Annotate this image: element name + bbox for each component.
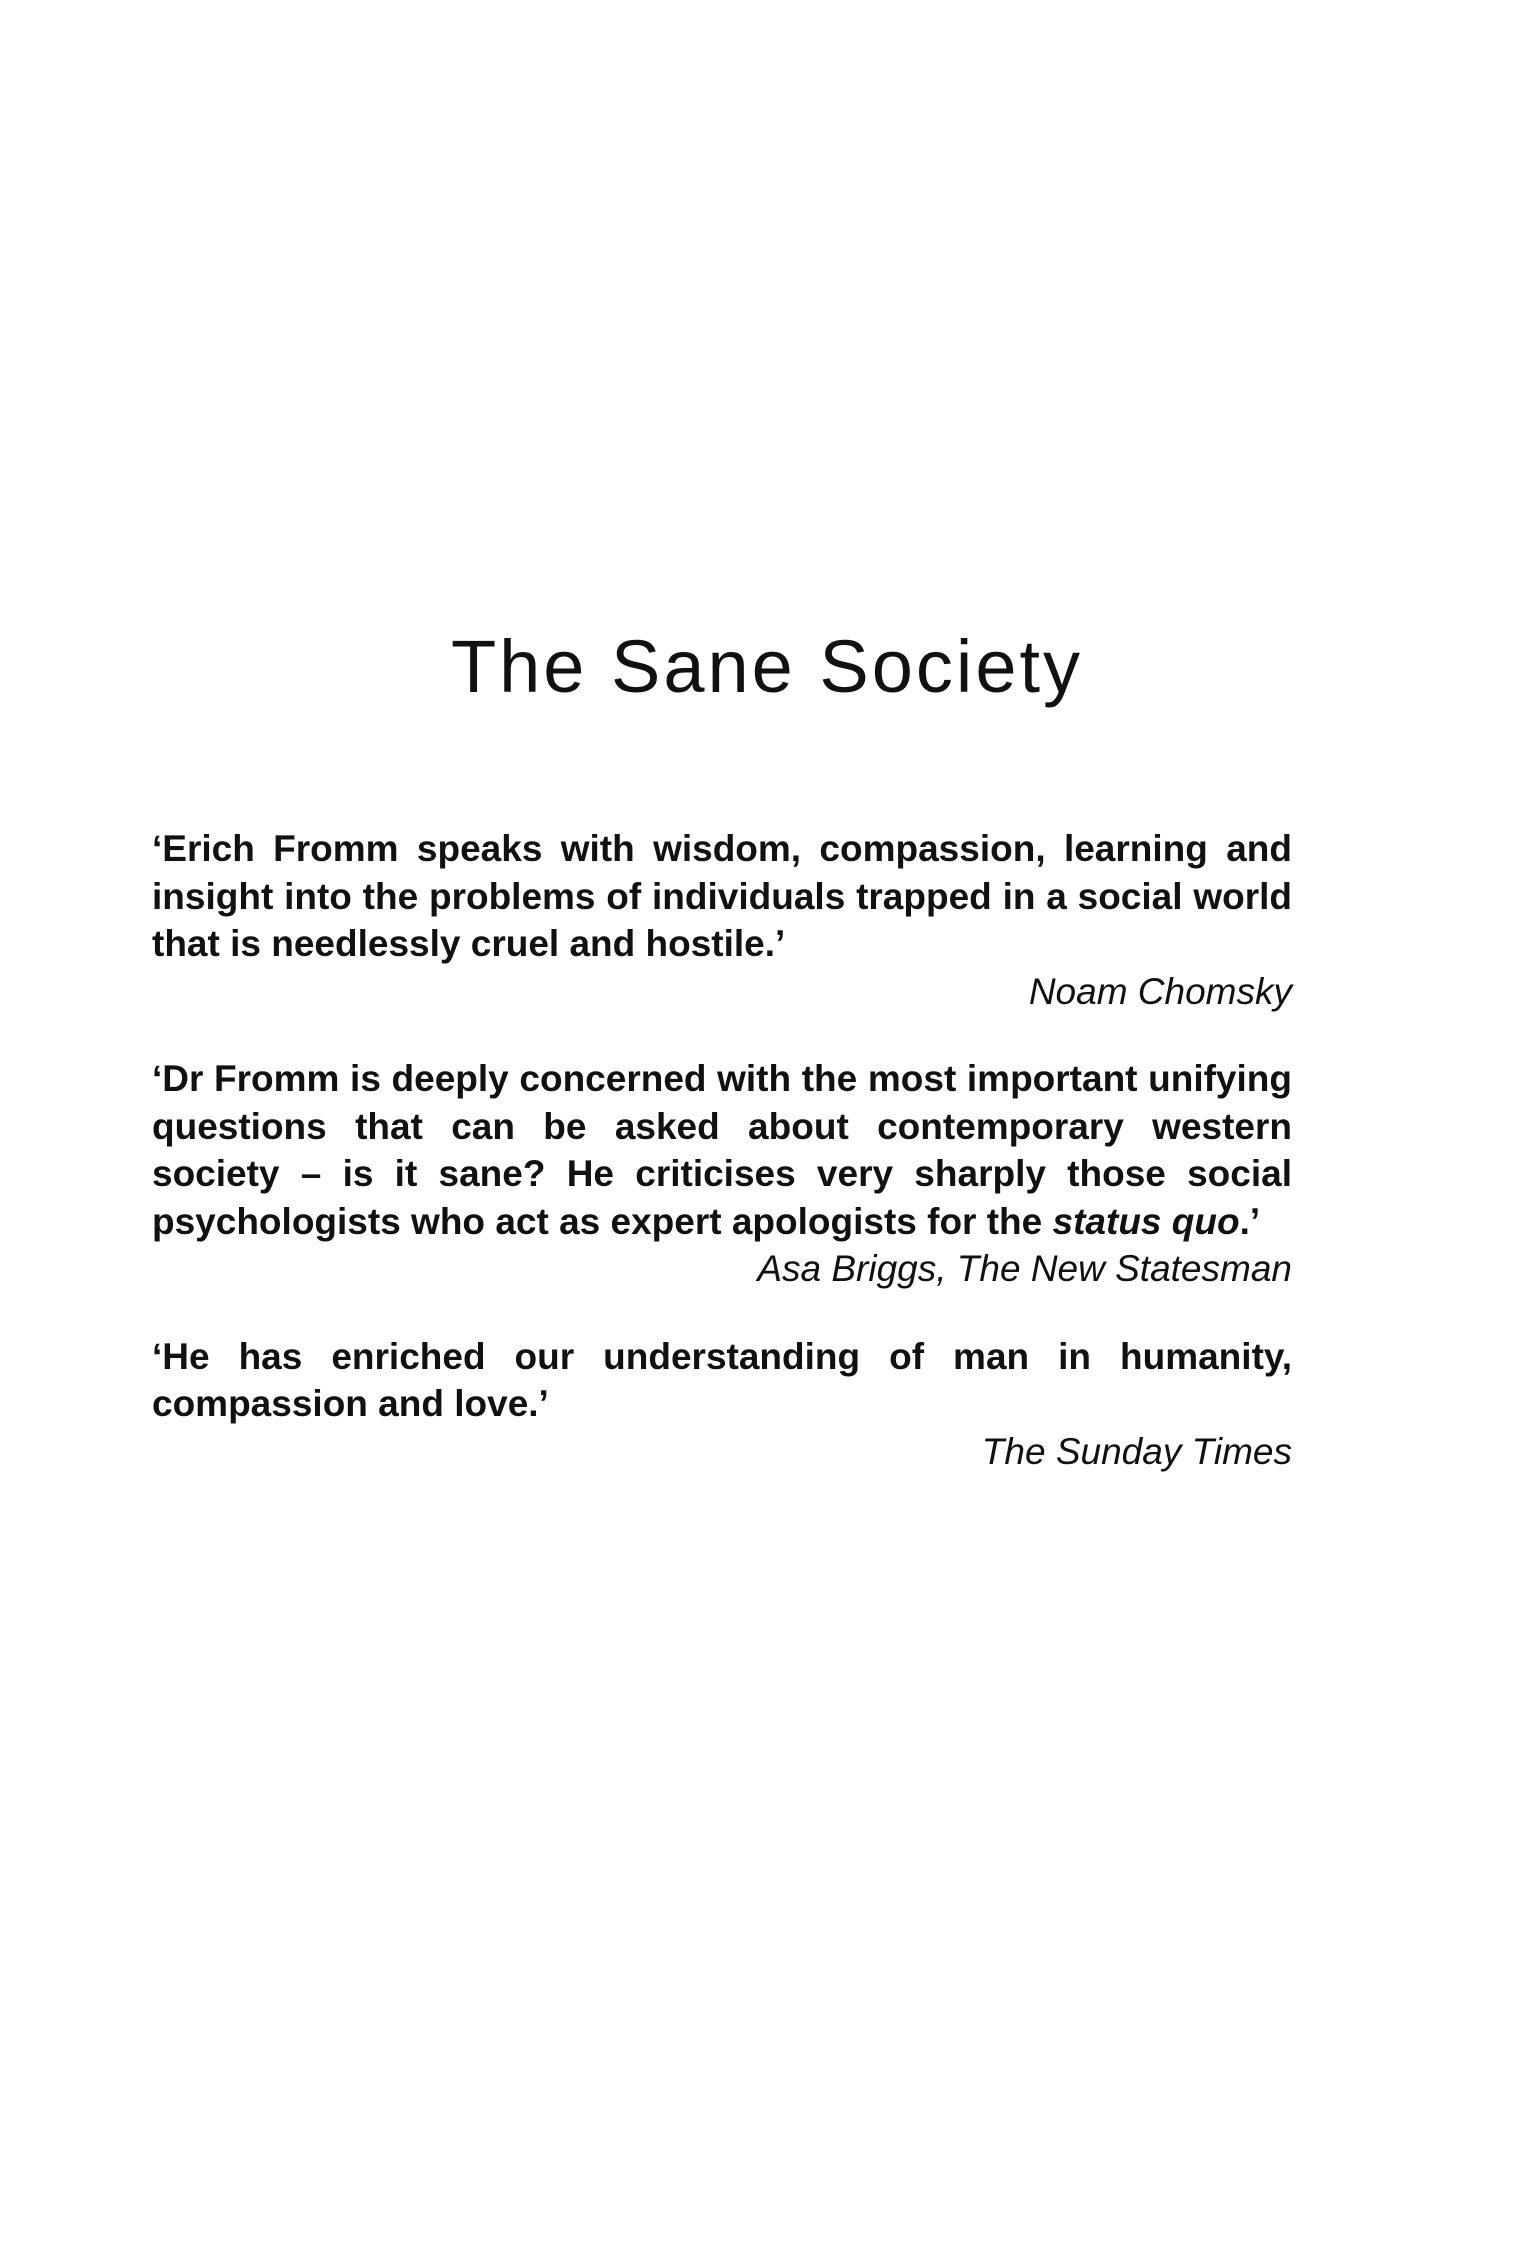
review-quote-3 — [152, 1333, 1292, 1476]
quote-text — [152, 1055, 1292, 1245]
review-quotes — [152, 825, 1292, 1515]
quote-text: ‘Erich Fromm speaks with wisdom, compassion, learning and insight into the problems of individuals trapped in a social world that is needlessly cruel and hostile.’ — [152, 828, 1292, 964]
quote-attribution: Noam Chomsky — [1028, 970, 1292, 1012]
review-quote-2 — [152, 1055, 1292, 1293]
quote-text-main: ‘Dr Fromm is deeply concerned with the most important unifying questions that can be asked about contemporary western society – is it sane? He criticises very sharply those social psychologists who act as expert apologists for the — [152, 1058, 1292, 1242]
quote-text-end: .’ — [1239, 1200, 1261, 1242]
quote-emphasis: status quo — [1052, 1200, 1240, 1242]
book-title: The Sane Society — [450, 625, 1084, 708]
quote-text: ‘He has enriched our understanding of man in humanity, compassion and love.’ — [152, 1335, 1292, 1424]
quote-attribution: The Sunday Times — [981, 1430, 1292, 1472]
review-quote-1 — [152, 825, 1292, 1015]
quote-attribution: Asa Briggs, The New Statesman — [757, 1248, 1292, 1289]
